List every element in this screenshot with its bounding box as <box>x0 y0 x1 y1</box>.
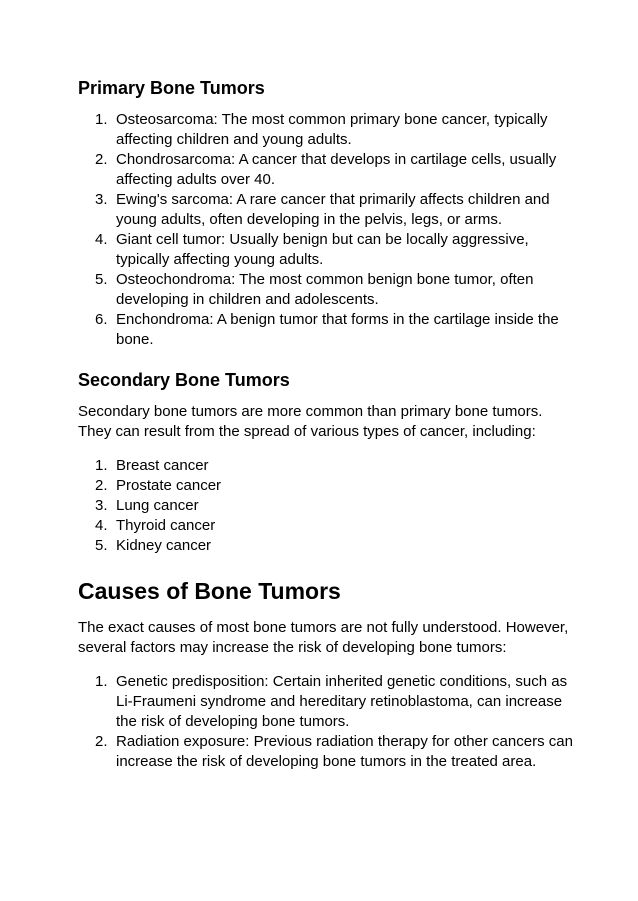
list-item-text: Lung cancer <box>116 497 199 514</box>
list-item <box>78 110 578 150</box>
list-item-number: 4. <box>95 517 108 534</box>
list-item <box>78 476 578 496</box>
causes-heading: Causes of Bone Tumors <box>78 578 341 604</box>
list-item <box>78 190 578 230</box>
primary-tumor-list <box>78 110 578 350</box>
list-item-text: Enchondroma: A benign tumor that forms in the cartilage inside the bone. <box>116 311 559 348</box>
list-item-text: Radiation exposure: Previous radiation therapy for other cancers can increase the risk of developing bone tumors in the treated area. <box>116 733 573 770</box>
list-item-number: 2. <box>95 477 108 494</box>
list-item-text: Genetic predisposition: Certain inherited genetic conditions, such as Li-Fraumeni syndrome and hereditary retinoblastoma, can increase the risk of developing bone tumors. <box>116 673 568 730</box>
list-item-number: 3. <box>95 191 108 208</box>
list-item-text: Thyroid cancer <box>116 517 216 534</box>
list-item-number: 6. <box>95 311 108 328</box>
list-item-text: Kidney cancer <box>116 537 212 554</box>
list-item <box>78 270 578 310</box>
primary-bone-tumors-heading: Primary Bone Tumors <box>78 78 265 98</box>
list-item-number: 5. <box>95 537 108 554</box>
list-item <box>78 732 578 772</box>
secondary-intro-paragraph: Secondary bone tumors are more common than primary bone tumors. They can result from the spread of various types of cancer, including: <box>78 403 543 440</box>
secondary-bone-tumors-heading: Secondary Bone Tumors <box>78 370 290 390</box>
list-item-text: Giant cell tumor: Usually benign but can be locally aggressive, typically affecting young adults. <box>116 231 529 268</box>
list-item <box>78 536 578 556</box>
list-item-number: 1. <box>95 457 108 474</box>
secondary-cancer-list <box>78 456 578 556</box>
list-item-number: 1. <box>95 673 108 690</box>
list-item-number: 2. <box>95 733 108 750</box>
list-item <box>78 150 578 190</box>
document-page <box>78 76 578 772</box>
list-item-text: Chondrosarcoma: A cancer that develops in cartilage cells, usually affecting adults over 40. <box>116 151 557 188</box>
list-item-text: Breast cancer <box>116 457 209 474</box>
list-item-number: 1. <box>95 111 108 128</box>
list-item <box>78 456 578 476</box>
list-item <box>78 230 578 270</box>
list-item-text: Osteosarcoma: The most common primary bone cancer, typically affecting children and young adults. <box>116 111 548 148</box>
list-item <box>78 496 578 516</box>
list-item <box>78 672 578 732</box>
list-item-text: Prostate cancer <box>116 477 222 494</box>
list-item-text: Osteochondroma: The most common benign bone tumor, often developing in children and adolescents. <box>116 271 534 308</box>
causes-list <box>78 672 578 772</box>
list-item-text: Ewing's sarcoma: A rare cancer that primarily affects children and young adults, often developing in the pelvis, legs, or arms. <box>116 191 550 228</box>
list-item <box>78 516 578 536</box>
list-item-number: 3. <box>95 497 108 514</box>
list-item-number: 4. <box>95 231 108 248</box>
causes-intro-paragraph: The exact causes of most bone tumors are not fully understood. However, several factors may increase the risk of developing bone tumors: <box>78 619 569 656</box>
list-item-number: 2. <box>95 151 108 168</box>
list-item-number: 5. <box>95 271 108 288</box>
list-item <box>78 310 578 350</box>
